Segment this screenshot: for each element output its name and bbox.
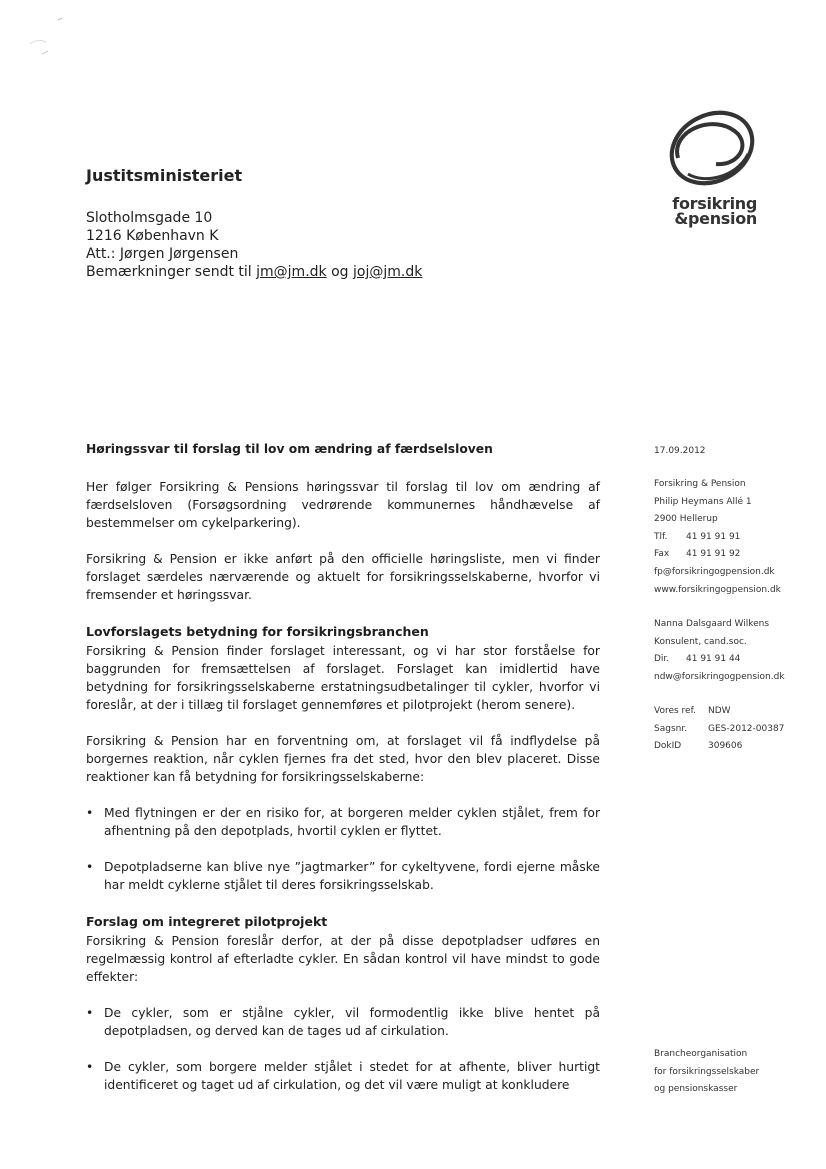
case-row — [654, 721, 784, 739]
direct-label: Dir. — [654, 654, 670, 665]
address-att: Att.: Jørgen Jørgensen — [86, 246, 239, 262]
list-item-text: Med flytningen er der en risiko for, at borgeren melder cyklen stjålet, frem for afhentning på den depotplads, hvortil cyklen er flyttet. — [104, 806, 600, 838]
sender-phone — [654, 529, 781, 547]
sender-org: Forsikring & Pension — [654, 479, 746, 489]
email-link-jm[interactable]: jm@jm.dk — [256, 264, 327, 280]
list-item — [86, 1058, 600, 1094]
docid-value: 309606 — [708, 741, 743, 752]
bullet-icon: • — [86, 1006, 94, 1020]
contact-title: Konsulent, cand.soc. — [654, 636, 747, 647]
heading-pilot-project: Forslag om integreret pilotprojekt — [86, 914, 328, 929]
paragraph-expectation: Forsikring & Pension har en forventning om, at forslaget vil få indflydelse på borgernes reaktion, når cyklen fjernes fra det sted, hvor den blev placeret. Disse reaktioner kan få betydning for forsikringsselskaberne: — [86, 734, 600, 784]
bullet-icon: • — [86, 806, 94, 820]
bullet-icon: • — [86, 860, 94, 874]
footer-line1: Brancheorganisation — [654, 1049, 748, 1059]
docid-row — [654, 738, 784, 756]
address-street: Slotholmsgade 10 — [86, 210, 213, 226]
logo-line2: &pension — [674, 209, 757, 228]
ref-value: NDW — [708, 706, 731, 716]
list-item — [86, 804, 600, 840]
list-item-text: De cykler, som er stjålne cykler, vil formodentlig ikke blive hentet på depotpladsen, og derved kan de tages ud af cirkulation. — [104, 1006, 600, 1038]
sender-info — [654, 476, 781, 599]
direct-value: 41 91 91 44 — [686, 654, 741, 665]
contact-info — [654, 616, 785, 686]
contact-name: Nanna Dalsgaard Wilkens — [654, 619, 770, 629]
paragraph-interest: Forsikring & Pension finder forslaget interessant, og vi har stor forståelse for baggrunden for fremsættelsen af forslaget. Forslaget kan imidlertid have betydning for forsikringsselskaberne erstatningsudbetalinger til cykler, hvorfor vi foreslår, at der i tillæg til forslaget gennemføres et pilotprojekt (herom senere). — [86, 644, 600, 712]
ref-row — [654, 703, 784, 721]
recipient-address — [86, 209, 422, 281]
letter-body — [86, 440, 600, 1112]
ref-label: Vores ref. — [654, 706, 696, 716]
sender-fax — [654, 546, 781, 564]
logo-line1: forsikring — [672, 194, 757, 213]
paragraph-intro: Her følger Forsikring & Pensions høringssvar til forslag til lov om ændring af færdselsloven (Forsøgsordning vedrørende kommunernes håndhævelse af bestemmelser om cykelparkering). — [86, 480, 600, 530]
bullet-list-effects — [86, 1004, 600, 1094]
list-item — [86, 1004, 600, 1040]
paragraph-proposal: Forsikring & Pension foreslår derfor, at der på disse depotpladser udføres en regelmæssig kontrol af efterladte cykler. En sådan kontrol vil have mindst to gode effekter: — [86, 934, 600, 984]
paragraph-hearing-list: Forsikring & Pension er ikke anført på den officielle høringsliste, men vi finder forslaget særdeles nærværende og aktuelt for forsikringsselskaberne, hvorfor vi fremsender et høringssvar. — [86, 552, 600, 602]
footer-tagline — [654, 1046, 759, 1099]
list-item-text: Depotpladserne kan blive nye ”jagtmarker” for cykeltyvene, fordi ejerne måske har meldt cyklerne stjålet til deres forsikringsselskab. — [104, 860, 600, 892]
reference-info — [654, 703, 784, 756]
bullet-icon: • — [86, 1060, 94, 1074]
address-city: 1216 København K — [86, 228, 219, 244]
remarks-prefix: Bemærkninger sendt til — [86, 264, 257, 280]
sender-email[interactable]: fp@forsikringogpension.dk — [654, 566, 775, 577]
list-item — [86, 858, 600, 894]
case-value: GES-2012-00387 — [708, 723, 785, 734]
company-logo — [640, 104, 770, 234]
logo-wordmark — [672, 196, 757, 226]
footer-line3: og pensionskasser — [654, 1084, 738, 1095]
heading-significance: Lovforslagets betydning for forsikringsbranchen — [86, 624, 429, 639]
docid-label: DokID — [654, 741, 682, 752]
case-label: Sagsnr. — [654, 723, 688, 734]
phone-value: 41 91 91 91 — [686, 531, 741, 542]
fax-value: 41 91 91 92 — [686, 549, 741, 560]
email-link-joj[interactable]: joj@jm.dk — [353, 264, 423, 280]
scan-mark — [14, 14, 74, 64]
list-item-text: De cykler, som borgere melder stjålet i stedet for at afhente, bliver hurtigt identificeret og taget ud af cirkulation, og det vil være muligt at konkludere — [104, 1060, 600, 1092]
sender-website[interactable]: www.forsikringogpension.dk — [654, 584, 781, 595]
sender-city: 2900 Hellerup — [654, 514, 718, 525]
remarks-and: og — [326, 264, 353, 280]
sender-street: Philip Heymans Allé 1 — [654, 496, 752, 507]
recipient-name: Justitsministeriet — [86, 166, 243, 185]
contact-direct — [654, 651, 785, 669]
letter-date: 17.09.2012 — [654, 446, 706, 456]
address-remarks — [86, 263, 422, 281]
phone-label: Tlf. — [654, 531, 668, 542]
contact-email[interactable]: ndw@forsikringogpension.dk — [654, 671, 785, 682]
letter-subject: Høringssvar til forslag til lov om ændring af færdselsloven — [86, 442, 493, 456]
fax-label: Fax — [654, 549, 670, 560]
footer-line2: for forsikringsselskaber — [654, 1066, 760, 1077]
bullet-list-reactions — [86, 804, 600, 894]
